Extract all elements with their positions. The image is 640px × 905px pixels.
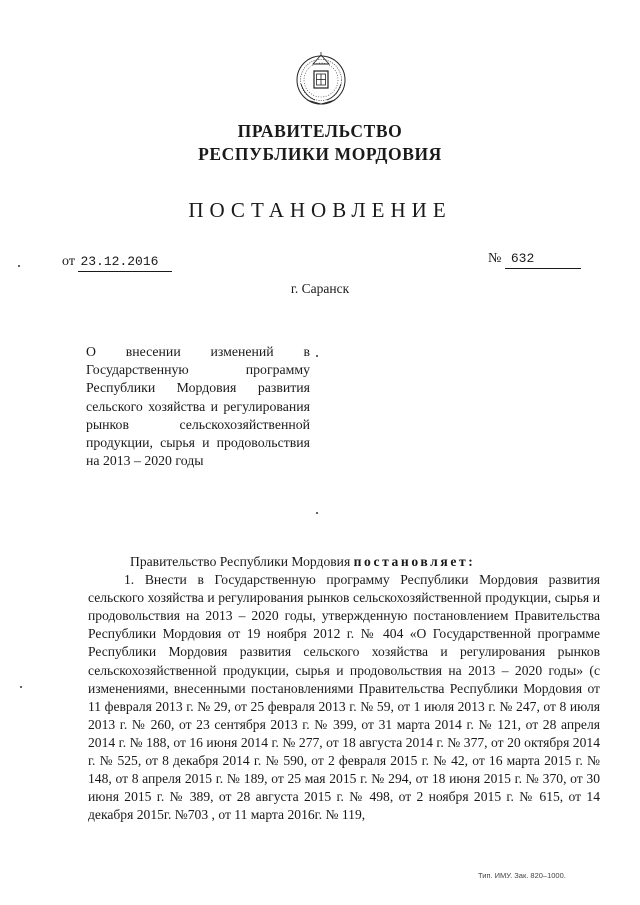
- government-subtitle: РЕСПУБЛИКИ МОРДОВИЯ: [198, 144, 442, 164]
- lead-text: Правительство Республики Мордовия: [130, 554, 354, 569]
- number-field: [488, 250, 581, 269]
- government-title: ПРАВИТЕЛЬСТВО: [237, 121, 403, 141]
- scan-speck: [316, 355, 318, 357]
- lead-sentence: [88, 553, 600, 571]
- date-field: [62, 253, 172, 272]
- city-label: г. Саранск: [290, 281, 350, 296]
- scan-speck: [316, 512, 318, 514]
- coat-of-arms-icon: [293, 50, 349, 108]
- document-subject: О внесении изменений в Государственную программу Республики Мордовия развития сельского хозяйства и регулирования рынков сельскохозяйственной продукции, сырья и продовольствия на 2013 – 2020 годы: [86, 344, 310, 469]
- number-value: 632: [505, 250, 581, 269]
- scan-speck: [20, 686, 22, 688]
- print-note: Тип. ИМУ. Зак. 820–1000.: [478, 871, 566, 880]
- number-prefix: №: [488, 251, 502, 266]
- document-type: ПОСТАНОВЛЕНИЕ: [188, 198, 452, 222]
- document-body: [88, 553, 600, 824]
- paragraph-1: 1. Внести в Государственную программу Республики Мордовия развития сельского хозяйства и регулирования рынков сельскохозяйственной продукции, сырья и продовольствия на 2013 – 2020 годы, утвержденную постановлением Правительства Республики Мордовия от 19 ноября 2012 г. № 404 «О Государственной программе Республики Мордовия развития сельского хозяйства и регулирования рынков сельскохозяйственной продукции, сырья и продовольствия на 2013 – 2020 годы» (с изменениями, внесенными постановлениями Правительства Республики Мордовия от 11 февраля 2013 г. № 29, от 25 февраля 2013 г. № 59, от 1 июля 2013 г. № 247, от 8 июля 2013 г. № 260, от 23 сентября 2013 г. № 399, от 31 марта 2014 г. № 121, от 28 апреля 2014 г. № 188, от 16 июня 2014 г. № 277, от 18 августа 2014 г. № 377, от 20 октября 2014 г. № 525, от 8 декабря 2014 г. № 590, от 2 февраля 2015 г. № 42, от 16 марта 2015 г. № 148, от 8 апреля 2015 г. № 189, от 25 мая 2015 г. № 294, от 18 июня 2015 г. № 370, от 30 июня 2015 г. № 389, от 28 августа 2015 г. № 498, от 2 ноября 2015 г. № 615, от 14 декабря 2015г. №703 , от 11 марта 2016г. № 119,: [88, 572, 600, 823]
- date-prefix: от: [62, 254, 75, 269]
- lead-emphasis: постановляет:: [353, 554, 476, 569]
- scan-speck: [18, 265, 20, 267]
- date-value: 23.12.2016: [78, 253, 172, 272]
